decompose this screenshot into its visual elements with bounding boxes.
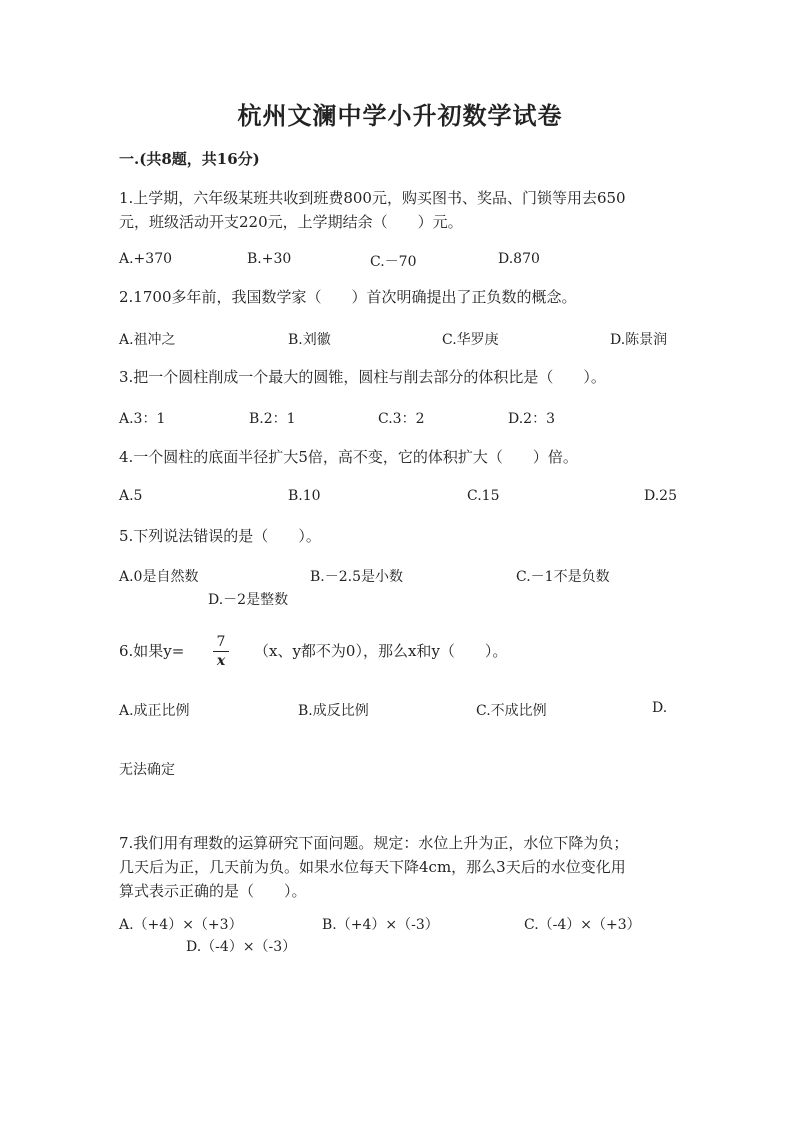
question-4-option-a: A.5 [119, 488, 143, 504]
question-2-option-c: C.华罗庚 [442, 332, 499, 348]
fraction-numerator: 7 [216, 634, 226, 650]
fraction-denominator: x [216, 653, 226, 669]
question-7-option-a: A.（+4）×（+3） [119, 917, 243, 933]
question-5-text: 5.下列说法错误的是（ ）。 [119, 527, 321, 545]
section-heading: 一.(共8题，共16分) [119, 150, 260, 168]
fraction-seven-over-x [213, 634, 229, 669]
question-1-option-c: C.－70 [370, 254, 417, 270]
question-3-option-a: A.3：1 [119, 411, 166, 427]
question-3-text: 3.把一个圆柱削成一个最大的圆锥，圆柱与削去部分的体积比是（ ）。 [119, 368, 606, 386]
question-2-option-d: D.陈景润 [610, 332, 668, 348]
question-2-option-b: B.刘徽 [288, 332, 331, 348]
question-5-option-d: D.－2是整数 [208, 592, 289, 608]
question-2-option-a: A.祖冲之 [119, 332, 176, 348]
question-3-option-c: C.3：2 [378, 411, 425, 427]
question-3-option-b: B.2：1 [249, 411, 296, 427]
question-1-option-a: A.+370 [119, 251, 173, 267]
question-4-option-c: C.15 [467, 488, 500, 504]
question-7-text-line-3: 算式表示正确的是（ ）。 [119, 882, 307, 900]
question-7-text-line-2: 几天后为正，几天前为负。如果水位每天下降4cm，那么3天后的水位变化用 [119, 858, 626, 876]
question-6-option-d-continued: 无法确定 [119, 762, 175, 778]
question-2-text: 2.1700多年前，我国数学家（ ）首次明确提出了正负数的概念。 [119, 288, 577, 306]
question-4-option-d: D.25 [644, 488, 677, 504]
question-1-option-b: B.+30 [247, 251, 292, 267]
question-6-option-c: C.不成比例 [476, 703, 547, 719]
question-3-option-d: D.2：3 [508, 411, 555, 427]
page-title: 杭州文澜中学小升初数学试卷 [237, 101, 563, 130]
question-5-option-a: A.0是自然数 [119, 569, 199, 585]
question-6-prefix: 6.如果y= [119, 642, 185, 660]
question-7-option-d: D.（-4）×（-3） [186, 939, 297, 955]
question-4-option-b: B.10 [288, 488, 321, 504]
question-1-option-d: D.870 [498, 251, 540, 267]
fraction-bar [213, 651, 229, 652]
question-5-option-b: B.－2.5是小数 [310, 569, 404, 585]
question-7-option-c: C.（-4）×（+3） [524, 917, 641, 933]
question-6-option-b: B.成反比例 [298, 703, 369, 719]
question-6-option-d: D. [652, 700, 668, 716]
question-6-suffix: （x、y都不为0），那么x和y（ ）。 [254, 642, 508, 660]
question-4-text: 4.一个圆柱的底面半径扩大5倍，高不变，它的体积扩大（ ）倍。 [119, 448, 578, 466]
question-5-option-c: C.－1不是负数 [516, 569, 610, 585]
question-7-option-b: B.（+4）×（-3） [322, 917, 439, 933]
question-1-text-line-1: 1.上学期，六年级某班共收到班费800元，购买图书、奖品、门锁等用去650 [119, 189, 626, 207]
question-6-option-a: A.成正比例 [119, 703, 190, 719]
question-1-text-line-2: 元，班级活动开支220元，上学期结余（ ）元。 [119, 213, 463, 231]
question-7-text-line-1: 7.我们用有理数的运算研究下面问题。规定：水位上升为正，水位下降为负； [119, 834, 629, 852]
